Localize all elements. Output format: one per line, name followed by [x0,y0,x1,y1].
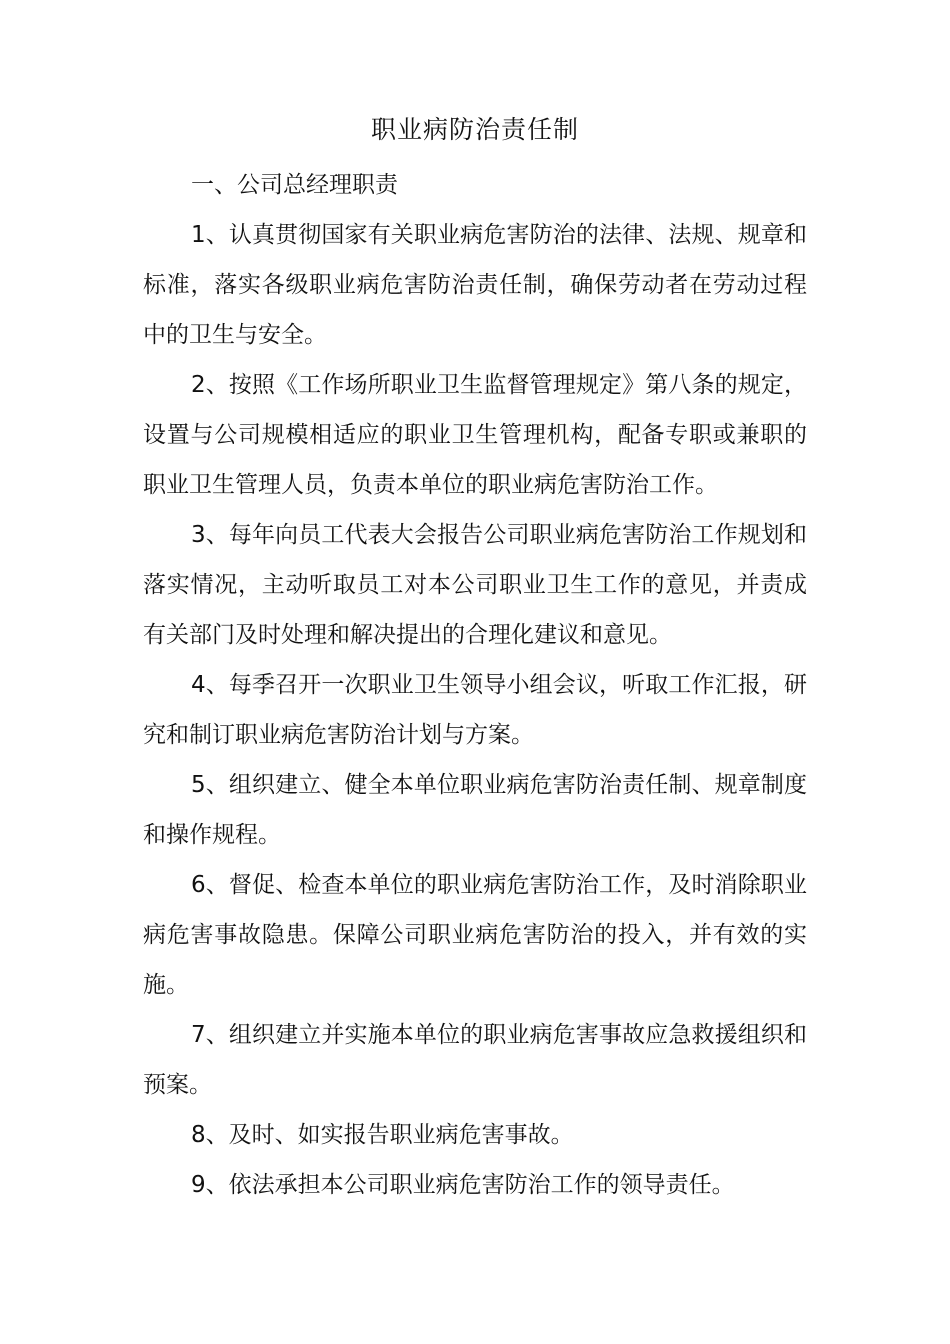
paragraph-item-2: 2、按照《工作场所职业卫生监督管理规定》第八条的规定，设置与公司规模相适应的职业卫生管理机构，配备专职或兼职的职业卫生管理人员，负责本单位的职业病危害防治工作。 [143,372,807,498]
section-heading: 一、公司总经理职责 [191,172,398,198]
document-title: 职业病防治责任制 [370,115,579,144]
paragraph-item-8: 8、及时、如实报告职业病危害事故。 [191,1122,574,1148]
document-body [143,160,807,1210]
paragraph-item-3: 3、每年向员工代表大会报告公司职业病危害防治工作规划和落实情况，主动听取员工对本公司职业卫生工作的意见，并责成有关部门及时处理和解决提出的合理化建议和意见。 [143,522,807,648]
paragraph-item-9: 9、依法承担本公司职业病危害防治工作的领导责任。 [191,1172,735,1198]
paragraph-item-6: 6、督促、检查本单位的职业病危害防治工作，及时消除职业病危害事故隐患。保障公司职业病危害防治的投入，并有效的实施。 [143,872,807,998]
paragraph-item-7: 7、组织建立并实施本单位的职业病危害事故应急救援组织和预案。 [143,1022,807,1098]
paragraph-item-4: 4、每季召开一次职业卫生领导小组会议，听取工作汇报，研究和制订职业病危害防治计划与方案。 [143,672,807,748]
paragraph-item-5: 5、组织建立、健全本单位职业病危害防治责任制、规章制度和操作规程。 [143,772,807,848]
paragraph-item-1: 1、认真贯彻国家有关职业病危害防治的法律、法规、规章和标准，落实各级职业病危害防治责任制，确保劳动者在劳动过程中的卫生与安全。 [143,222,807,348]
